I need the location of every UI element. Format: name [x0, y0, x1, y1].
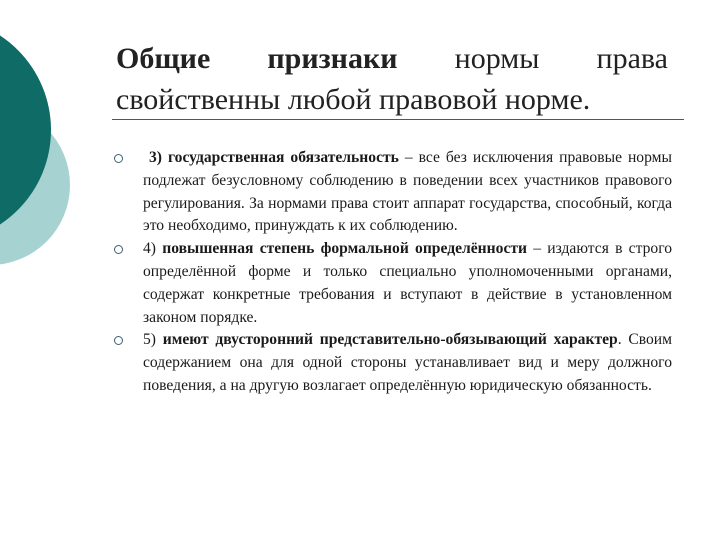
- list-item: [110, 147, 672, 238]
- slide-title: [116, 38, 668, 120]
- item-number: 3): [149, 149, 162, 166]
- item-text: . Своим содержанием она для одной стороны устанавливает вид и меру должного поведения, а на другую возлагает определённую юридическую обязанность.: [143, 331, 673, 394]
- decorative-circles: [0, 0, 120, 290]
- item-emphasis: повышенная степень формальной определённости: [162, 240, 528, 258]
- title-line-1: [116, 38, 668, 79]
- bullet-circle-icon: [114, 154, 123, 163]
- bullet-circle-icon: [114, 245, 123, 254]
- item-text: – все без исключения правовые нормы подлежат безусловному соблюдению в поведении всех участников правового регулирования. За нормами права стоит аппарат государства, способный, когда это необходимо, принуждать к их соблюдению.: [143, 149, 672, 235]
- item-text: – издаются в строго определённой форме и только специально уполномоченными органами, содержат конкретные требования и вступают в действие в установленном законом порядке.: [143, 240, 672, 326]
- title-line-2: свойственны любой правовой норме.: [116, 83, 591, 116]
- title-word-3: нормы: [454, 42, 540, 75]
- item-number: 4): [143, 240, 156, 258]
- item-emphasis: имеют двусторонний представительно-обязывающий характер: [162, 331, 618, 349]
- bullet-list: [110, 147, 672, 398]
- item-number: 5): [143, 331, 156, 349]
- title-word-2: признаки: [267, 42, 398, 75]
- title-word-4: права: [596, 42, 668, 75]
- bullet-circle-icon: [114, 336, 123, 345]
- title-word-1: Общие: [116, 42, 211, 75]
- list-item: [110, 329, 672, 397]
- title-divider: [112, 119, 684, 120]
- item-emphasis: государственная обязательность: [167, 149, 399, 166]
- list-item: [110, 238, 672, 329]
